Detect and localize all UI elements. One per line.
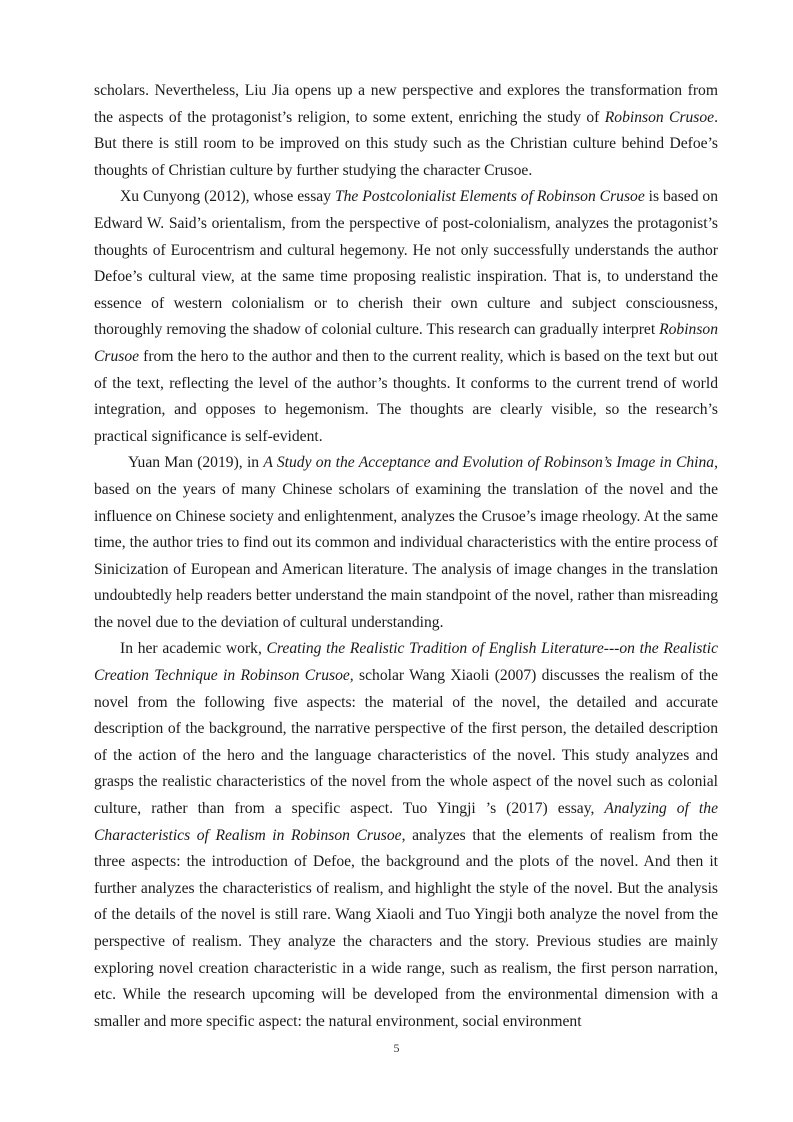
italic-title-text: The Postcolonialist Elements of Robinson Crusoe <box>334 188 645 206</box>
italic-title-text: Creating the Realistic Tradition of English Literature---on the Realistic Creation Technique in Robinson Crusoe, <box>94 640 718 685</box>
body-text: . But there is still room to be improved on this study such as the Christian culture behind Defoe’s thoughts of Christian culture by further studying the character Crusoe. <box>94 108 718 179</box>
body-text: scholars. Nevertheless, Liu Jia opens up a new perspective and explores the transformation from the aspects of the protagonist’s religion, to some extent, enriching the study of <box>94 82 718 126</box>
italic-title-text: Robinson Crusoe <box>604 108 715 126</box>
paragraph-4 <box>94 636 718 1035</box>
paragraph-1 <box>94 78 718 184</box>
italic-title-text: Analyzing of the Characteristics of Realism in Robinson Crusoe <box>94 800 718 844</box>
italic-title-text: A Study on the Acceptance and Evolution of Robinson’s Image in China <box>263 454 715 472</box>
body-text: scholar Wang Xiaoli (2007) discusses the realism of the novel from the following five aspects: the material of the novel, the detailed and accurate description of the background, the narrative perspective of the first person, the detailed description of the action of the hero and the language characteristics of the novel. This study analyzes and grasps the realistic characteristics of the novel from the whole aspect of the novel such as colonial culture, rather than from a specific aspect. Tuo Yingji ’s (2017) essay, <box>94 667 718 818</box>
body-text: is based on Edward W. Said’s orientalism, from the perspective of post-colonialism, analyzes the protagonist’s thoughts of Eurocentrism and cultural hegemony. He not only successfully understands the author Defoe’s cultural view, at the same time proposing realistic inspiration. That is, to understand the essence of western colonialism or to cherish their own culture and subject consciousness, thoroughly removing the shadow of colonial culture. This research can gradually interpret <box>94 188 719 339</box>
paragraph-3 <box>94 450 718 636</box>
body-text: , based on the years of many Chinese scholars of examining the translation of the novel and the influence on Chinese society and enlightenment, analyzes the Crusoe’s image rheology. At the same time, the author tries to find out its common and individual characteristics with the entire process of Sinicization of European and American literature. The analysis of image changes in the translation undoubtedly help readers better understand the main standpoint of the novel, rather than misreading the novel due to the deviation of cultural understanding. <box>94 454 718 631</box>
body-text: In her academic work, <box>120 640 267 658</box>
body-text: from the hero to the author and then to the current reality, which is based on the text but out of the text, reflecting the level of the author’s thoughts. It conforms to the current trend of world integration, and opposes to hegemonism. The thoughts are clearly visible, so the research’s practical significance is self-evident. <box>94 347 718 445</box>
body-text: , analyzes that the elements of realism from the three aspects: the introduction of Defoe, the background and the plots of the novel. And then it further analyzes the characteristics of realism, and highlight the style of the novel. But the analysis of the details of the novel is still rare. Wang Xiaoli and Tuo Yingji both analyze the novel from the perspective of realism. They analyze the characters and the story. Previous studies are mainly exploring novel creation characteristic in a wide range, such as realism, the first person narration, etc. While the research upcoming will be developed from the environmental dimension with a smaller and more specific aspect: the natural environment, social environment <box>94 826 718 1030</box>
paragraph-2 <box>94 184 718 450</box>
page-body <box>94 78 718 1035</box>
italic-title-text: Robinson Crusoe <box>94 321 718 365</box>
body-text: Yuan Man (2019), in <box>128 454 264 472</box>
page-number: 5 <box>393 1041 400 1055</box>
body-text: Xu Cunyong (2012), whose essay <box>120 188 335 206</box>
